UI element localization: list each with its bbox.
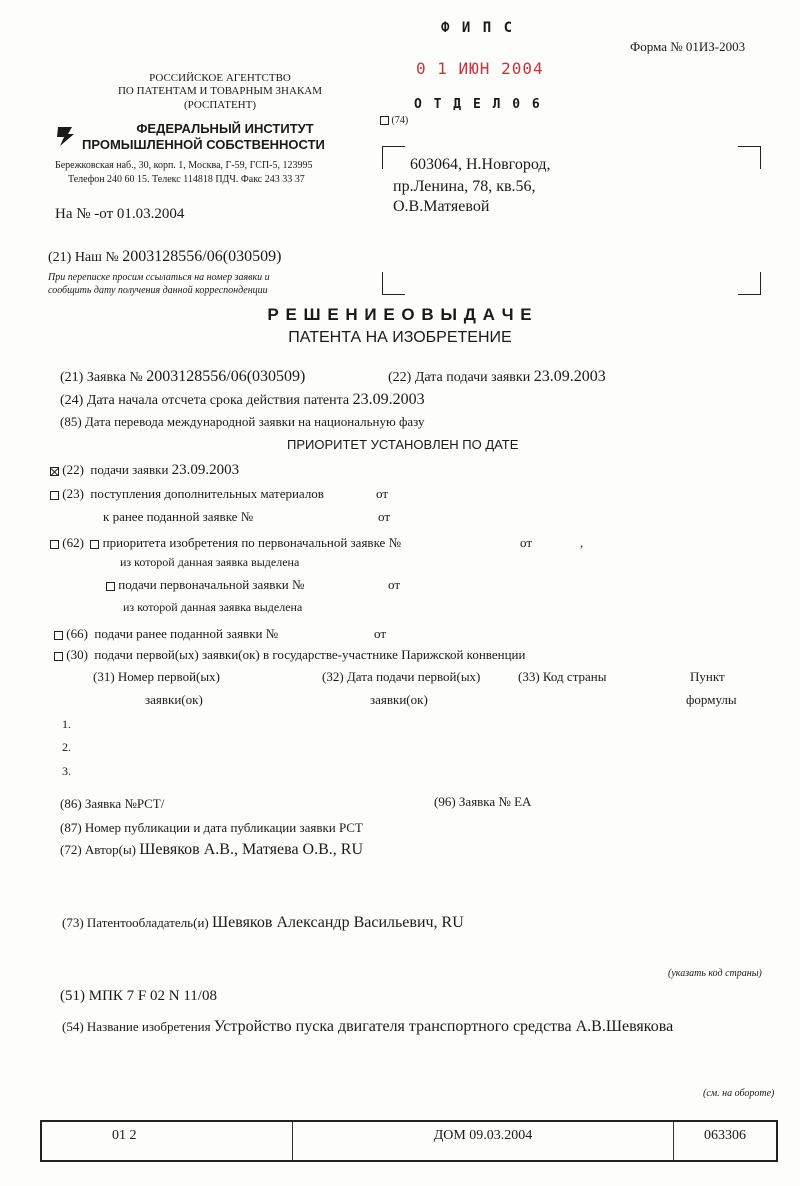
agency-line1: РОССИЙСКОЕ АГЕНТСТВО xyxy=(149,72,291,84)
footer-row xyxy=(41,1121,777,1161)
ipc-classification: (51) МПК 7 F 02 N 11/08 xyxy=(60,988,217,1004)
filing-date-label: (22) Дата подачи заявки xyxy=(388,370,531,385)
patent-term-value: 23.09.2003 xyxy=(352,391,425,408)
institute-line2: ПРОМЫШЛЕННОЙ СОБСТВЕННОСТИ xyxy=(82,137,325,152)
recipient-line2: пр.Ленина, 78, кв.56, xyxy=(393,178,536,195)
priority-22-code: (22) xyxy=(62,462,84,477)
priority-66-ot: от xyxy=(374,626,387,641)
priority-23-sub-ot: от xyxy=(378,509,391,524)
convention-row-3: 3. xyxy=(62,764,71,778)
authors xyxy=(60,841,363,859)
institute-line1: ФЕДЕРАЛЬНЫЙ ИНСТИТУТ xyxy=(136,121,314,136)
department-stamp: О Т Д Е Л 0 6 xyxy=(414,97,542,112)
priority-23-ot: от xyxy=(376,486,389,501)
see-back-note: (см. на обороте) xyxy=(703,1088,775,1099)
date-stamp: 0 1 ИЮН 2004 xyxy=(416,59,544,78)
priority-62-comma: , xyxy=(580,535,584,550)
priority-23-checkbox[interactable] xyxy=(50,491,59,500)
invention-name-label: (54) Название изобретения xyxy=(62,1019,211,1034)
priority-62b-sub: из которой данная заявка выделена xyxy=(123,600,303,614)
fips-stamp: Ф И П С xyxy=(441,20,515,36)
application-number-label: (21) Заявка № xyxy=(60,370,143,385)
priority-30 xyxy=(54,647,525,663)
priority-62-label: приоритета изобретения по первоначальной заявке № xyxy=(102,535,401,550)
filing-date-value: 23.09.2003 xyxy=(533,368,606,385)
priority-30-label: подачи первой(ых) заявки(ок) в государстве-участнике Парижской конвенции xyxy=(94,647,526,662)
priority-62-code: (62) xyxy=(62,535,84,550)
priority-23-sub: к ранее поданной заявке № xyxy=(103,509,254,524)
punkt-header-2: формулы xyxy=(686,692,737,707)
address-corner-br xyxy=(738,272,761,295)
col31-header-2: заявки(ок) xyxy=(145,692,203,707)
convention-row-2: 2. xyxy=(62,740,71,754)
filing-date xyxy=(388,368,606,386)
patent-term-start xyxy=(60,391,425,409)
priority-62a-checkbox[interactable] xyxy=(90,540,99,549)
punkt-header-1: Пункт xyxy=(690,669,725,684)
invention-name xyxy=(62,1018,673,1036)
priority-62b-label: подачи первоначальной заявки № xyxy=(118,577,305,592)
patent-holder-value: Шевяков Александр Васильевич, RU xyxy=(211,914,464,931)
col32-header-1: (32) Дата подачи первой(ых) xyxy=(322,669,481,684)
priority-62-ot: от xyxy=(520,535,533,550)
our-number xyxy=(48,248,281,266)
address-corner-tr xyxy=(738,146,761,169)
institute-phone: Телефон 240 60 15. Телекс 114818 ПДЧ. Факс 243 33 37 xyxy=(68,174,305,185)
priority-66 xyxy=(54,626,278,642)
priority-62-checkbox[interactable] xyxy=(50,540,59,549)
pct-transfer-date: (85) Дата перевода международной заявки на национальную фазу xyxy=(60,414,425,429)
priority-62-sub: из которой данная заявка выделена xyxy=(120,555,300,569)
priority-22-checkbox[interactable] xyxy=(50,467,59,476)
footer-cell-code: 01 2 xyxy=(41,1121,293,1161)
ea-application: (96) Заявка № ЕА xyxy=(434,794,532,809)
priority-22-value: 23.09.2003 xyxy=(171,462,240,478)
pct-application: (86) Заявка №PCT/ xyxy=(60,796,165,811)
decision-subtitle: ПАТЕНТА НА ИЗОБРЕТЕНИЕ xyxy=(288,329,512,346)
recipient-line1: 603064, Н.Новгород, xyxy=(410,156,551,173)
footer-cell-number: 063306 xyxy=(674,1121,778,1161)
authors-value: Шевяков А.В., Матяева О.В., RU xyxy=(139,841,364,858)
priority-66-label: подачи ранее поданной заявки № xyxy=(94,626,279,641)
priority-62b-checkbox[interactable] xyxy=(106,582,115,591)
priority-30-code: (30) xyxy=(66,647,88,662)
priority-66-code: (66) xyxy=(66,626,88,641)
convention-row-1: 1. xyxy=(62,717,71,731)
application-number-value: 2003128556/06(030509) xyxy=(146,368,306,385)
address-corner-tl xyxy=(382,146,405,169)
patent-term-label: (24) Дата начала отсчета срока действия патента xyxy=(60,393,350,408)
correspondence-note-2: сообщить дату получения данной корреспонденции xyxy=(48,285,268,296)
recipient-checkbox xyxy=(380,116,389,125)
form-number: Форма № 01ИЗ-2003 xyxy=(630,39,746,54)
agency-line3: (РОСПАТЕНТ) xyxy=(183,99,256,111)
priority-30-checkbox[interactable] xyxy=(54,652,63,661)
priority-22-label: подачи заявки xyxy=(90,462,169,477)
priority-62b-ot: от xyxy=(388,577,401,592)
fips-logo-icon xyxy=(54,124,76,148)
patent-holder-label: (73) Патентообладатель(и) xyxy=(62,915,209,930)
col33-header: (33) Код страны xyxy=(518,669,607,684)
our-number-label: (21) Наш № xyxy=(48,250,119,265)
application-number xyxy=(60,368,305,386)
authors-label: (72) Автор(ы) xyxy=(60,842,137,857)
correspondence-note-1: При переписке просим ссылаться на номер заявки и xyxy=(48,272,270,283)
invention-name-value: Устройство пуска двигателя транспортного средства А.В.Шевякова xyxy=(213,1018,674,1035)
address-corner-bl xyxy=(382,272,405,295)
footer-table xyxy=(40,1120,778,1162)
footer-cell-date: ДОМ 09.03.2004 xyxy=(293,1121,674,1161)
recipient-code xyxy=(380,115,408,126)
priority-22 xyxy=(50,462,239,479)
priority-23-label: поступления дополнительных материалов xyxy=(90,486,324,501)
priority-62 xyxy=(50,535,401,551)
pct-publication: (87) Номер публикации и дата публикации заявки PCT xyxy=(60,820,363,835)
our-number-value: 2003128556/06(030509) xyxy=(122,248,282,265)
priority-66-checkbox[interactable] xyxy=(54,631,63,640)
decision-title: Р Е Ш Е Н И Е О В Ы Д А Ч Е xyxy=(267,305,533,324)
priority-23 xyxy=(50,486,324,502)
agency-line2: ПО ПАТЕНТАМ И ТОВАРНЫМ ЗНАКАМ xyxy=(117,85,323,97)
patent-holder xyxy=(62,914,464,932)
priority-62b xyxy=(106,577,304,593)
recipient-code-label: (74) xyxy=(391,115,409,126)
institute-address: Бережковская наб., 30, корп. 1, Москва, Г-59, ГСП-5, 123995 xyxy=(55,160,313,171)
recipient-line3: О.В.Матяевой xyxy=(393,198,490,215)
col31-header-1: (31) Номер первой(ых) xyxy=(93,669,220,684)
reference-number: На № -от 01.03.2004 xyxy=(55,206,185,222)
priority-heading: ПРИОРИТЕТ УСТАНОВЛЕН ПО ДАТЕ xyxy=(287,437,519,452)
priority-23-code: (23) xyxy=(62,486,84,501)
col32-header-2: заявки(ок) xyxy=(370,692,428,707)
country-code-note: (указать код страны) xyxy=(668,968,762,979)
